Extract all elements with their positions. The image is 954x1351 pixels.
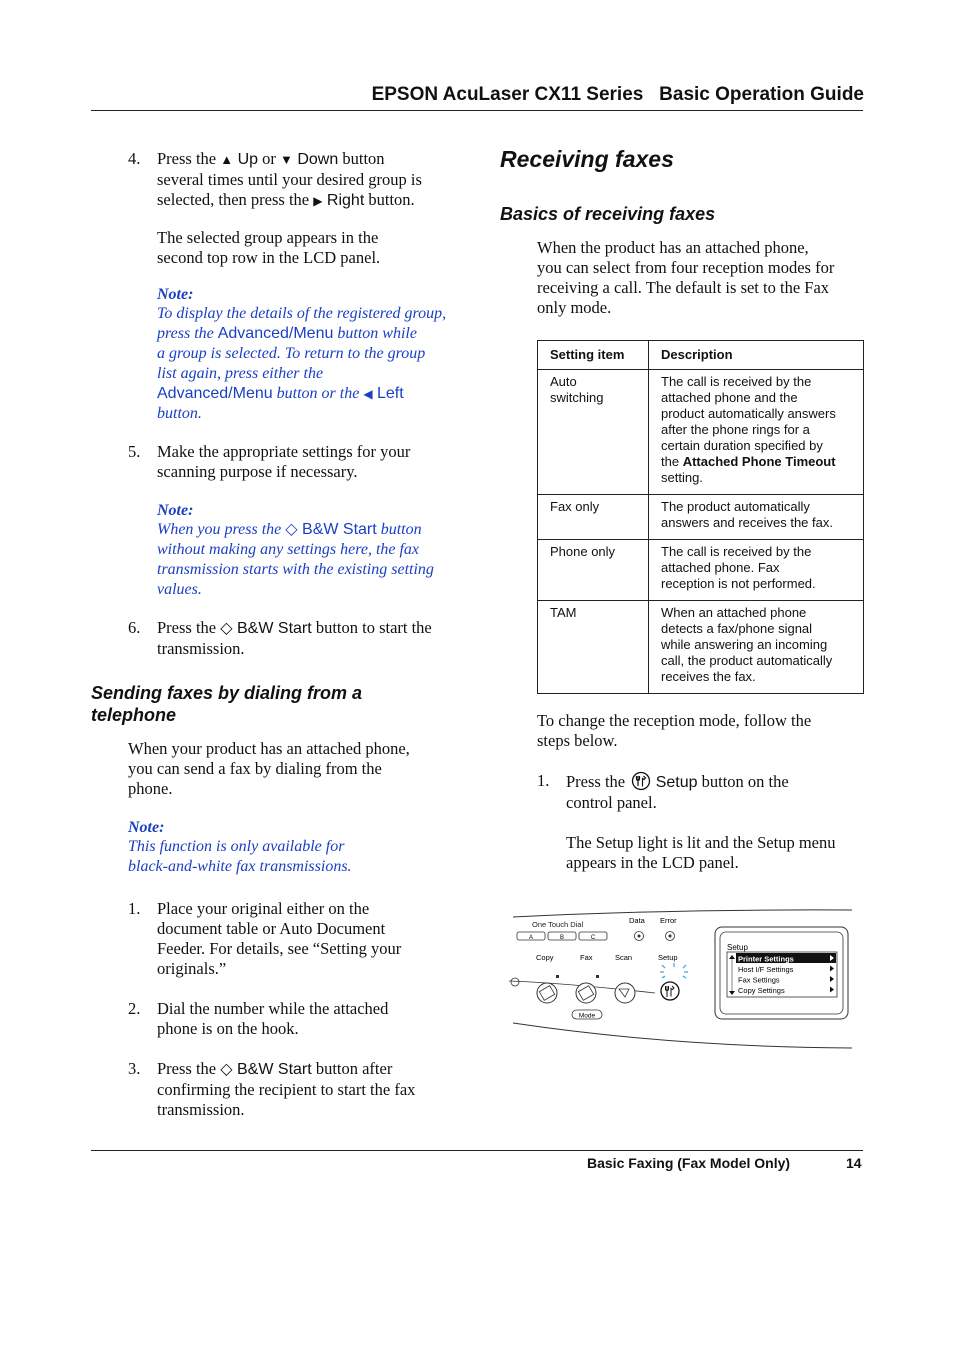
text: you can select from four reception modes for [537,258,835,277]
text: second top row in the LCD panel. [157,248,381,267]
text: Press the [157,618,221,637]
text: confirming the recipient to start the fax [157,1080,416,1099]
step-6 [128,618,468,659]
step-number: 2. [128,999,141,1018]
description: detects a fax/phone signal [661,621,813,636]
setup-icon [631,771,651,791]
step-4 [128,149,468,268]
text: document table or Auto Document [157,919,386,938]
start-icon: ◇ [285,521,298,538]
text: you can send a fax by dialing from the [128,759,382,778]
footer-section-title: Basic Faxing (Fax Model Only) [587,1155,791,1171]
description: after the phone rings for a [661,422,810,437]
setup-button-label: Setup [651,774,698,791]
text: transmission. [157,1100,245,1119]
bw-start-button-label: B&W Start [297,521,377,538]
setup-light-icon [660,963,688,978]
text: transmission starts with the existing setting [157,561,434,578]
text: receiving a call. The default is set to the Fax [537,278,830,297]
text: a group is selected. To return to the group [157,345,426,362]
text: without making any settings here, the fax [157,541,420,558]
right-button-label: Right [322,192,365,209]
lcd-menu-item: Printer Settings [738,954,794,964]
text: button after [311,1059,393,1078]
page-title: Receiving faxes [500,146,674,172]
table-row [538,495,864,540]
text: button. [364,190,415,209]
footer-rule [91,1150,863,1151]
text: Place your original either on the [157,899,370,918]
page-number: 14 [846,1155,862,1171]
down-button-label: Down [292,151,339,168]
description: the [661,454,683,469]
text: button or the [272,385,364,402]
key-label: C [590,935,596,941]
table-row [538,540,864,601]
one-touch-dial-label: One Touch Dial [532,920,584,929]
text: values. [157,581,202,598]
description: When an attached phone [661,605,807,620]
text: originals.” [157,959,227,978]
left-arrow-icon: ◀ [363,387,373,401]
section-paragraph [128,739,468,799]
setting-item: TAM [550,605,577,620]
text: button while [333,325,417,342]
lcd-title: Setup [727,943,748,952]
step-number: 5. [128,442,141,461]
bw-start-button-label: B&W Start [232,1061,312,1078]
step-5 [128,442,468,482]
down-arrow-icon: ▼ [280,152,293,167]
note-heading: Note: [128,819,165,836]
left-button-label: Left [372,385,404,402]
lcd-menu-item: Host I/F Settings [738,965,794,974]
heading-line: Sending faxes by dialing from a [91,683,363,703]
key-label: A [528,935,534,941]
text: button [376,521,422,538]
copy-mode-label: Copy [536,953,554,962]
description: call, the product automatically [661,653,833,668]
lcd-menu-item: Copy Settings [738,986,785,995]
text: The Setup light is lit and the Setup menu [566,833,836,852]
step-number: 4. [128,149,141,168]
description: product automatically answers [661,406,836,421]
description: reception is not performed. [661,576,816,591]
note-heading: Note: [157,502,194,519]
text: Press the [157,1059,221,1078]
text: black-and-white fax transmissions. [128,858,352,875]
description: attached phone and the [661,390,798,405]
description: The call is received by the [661,374,812,389]
column-header: Description [661,347,733,362]
setting-item: Phone only [550,544,616,559]
text: phone is on the hook. [157,1019,299,1038]
header-rule [91,110,863,111]
description: attached phone. Fax [661,560,780,575]
step-number: 1. [128,899,141,918]
advanced-menu-button-label: Advanced/Menu [217,325,334,342]
up-arrow-icon: ▲ [220,152,234,167]
start-icon: ◇ [220,1061,233,1078]
fax-mode-label: Fax [580,953,593,962]
text: only mode. [537,298,612,317]
text: Dial the number while the attached [157,999,389,1018]
text: To display the details of the registered group, [157,305,447,322]
text: Feeder. For details, see “Setting your [157,939,402,958]
intro-paragraph [537,238,867,318]
text: steps below. [537,731,618,750]
text: button. [157,405,202,422]
up-button-label: Up [233,151,259,168]
text: phone. [128,779,173,798]
dial-step-2 [128,999,468,1039]
scan-button[interactable] [615,983,635,1003]
text: To change the reception mode, follow the [537,711,812,730]
start-icon: ◇ [220,620,233,637]
reception-modes-table [537,340,864,694]
mode-button-label: Mode [578,1012,596,1020]
text: press the [157,325,218,342]
dial-step-1 [128,899,468,979]
heading-line: telephone [91,705,177,725]
right-arrow-icon: ▶ [313,194,323,208]
setting-item: Auto [550,374,577,389]
note-2 [157,502,467,600]
change-mode-paragraph [537,711,867,751]
data-light-label: Data [629,916,645,925]
description: receives the fax. [661,669,756,684]
step-number: 6. [128,618,141,637]
setup-label: Setup [658,953,678,962]
error-light-label: Error [660,916,677,925]
scan-mode-label: Scan [615,953,633,962]
dial-step-3 [128,1059,468,1120]
text: When you press the [157,521,286,538]
text: selected, then press the [157,190,314,209]
text: list again, press either the [157,365,324,382]
header-title: EPSON AcuLaser CX11 Series Basic Operation Guide [371,84,864,105]
text: or [258,149,281,168]
table-header-row [538,341,864,370]
note-1 [157,286,467,424]
text: transmission. [157,639,245,658]
text: scanning purpose if necessary. [157,462,358,481]
bw-start-button-label: B&W Start [232,620,312,637]
text: Press the [157,149,221,168]
receive-step-1 [537,771,867,873]
text: appears in the LCD panel. [566,853,739,872]
text: button on the [697,772,789,791]
text: control panel. [566,793,657,812]
setting-item: Fax only [550,499,600,514]
description: answers and receives the fax. [661,515,833,530]
description: setting. [661,470,703,485]
description: while answering an incoming [661,637,828,652]
subsection-heading: Basics of receiving faxes [500,204,716,224]
section-heading [91,682,362,726]
column-header: Setting item [550,347,625,362]
table-row [538,601,864,694]
text: button [338,149,385,168]
text: several times until your desired group is [157,170,422,189]
text: Press the [566,772,630,791]
text: This function is only available for [128,838,345,855]
note-heading: Note: [157,286,194,303]
note-3 [128,819,468,877]
step-number: 3. [128,1059,141,1078]
setting-item: switching [550,390,604,405]
lcd-menu-item: Fax Settings [738,975,780,985]
table-row [538,370,864,495]
text: When the product has an attached phone, [537,238,809,257]
description: The call is received by the [661,544,812,559]
key-label: B [559,935,565,941]
setup-button[interactable] [661,982,679,1000]
description: The product automatically [661,499,810,514]
text: The selected group appears in the [157,228,379,247]
control-panel-illustration [505,905,857,1055]
text: button to start the [311,618,432,637]
text: Make the appropriate settings for your [157,442,411,461]
advanced-menu-button-label: Advanced/Menu [157,385,273,402]
attached-phone-timeout-label: Attached Phone Timeout [682,454,836,469]
text: When your product has an attached phone, [128,739,410,758]
step-number: 1. [537,771,550,790]
description: certain duration specified by [661,438,823,453]
